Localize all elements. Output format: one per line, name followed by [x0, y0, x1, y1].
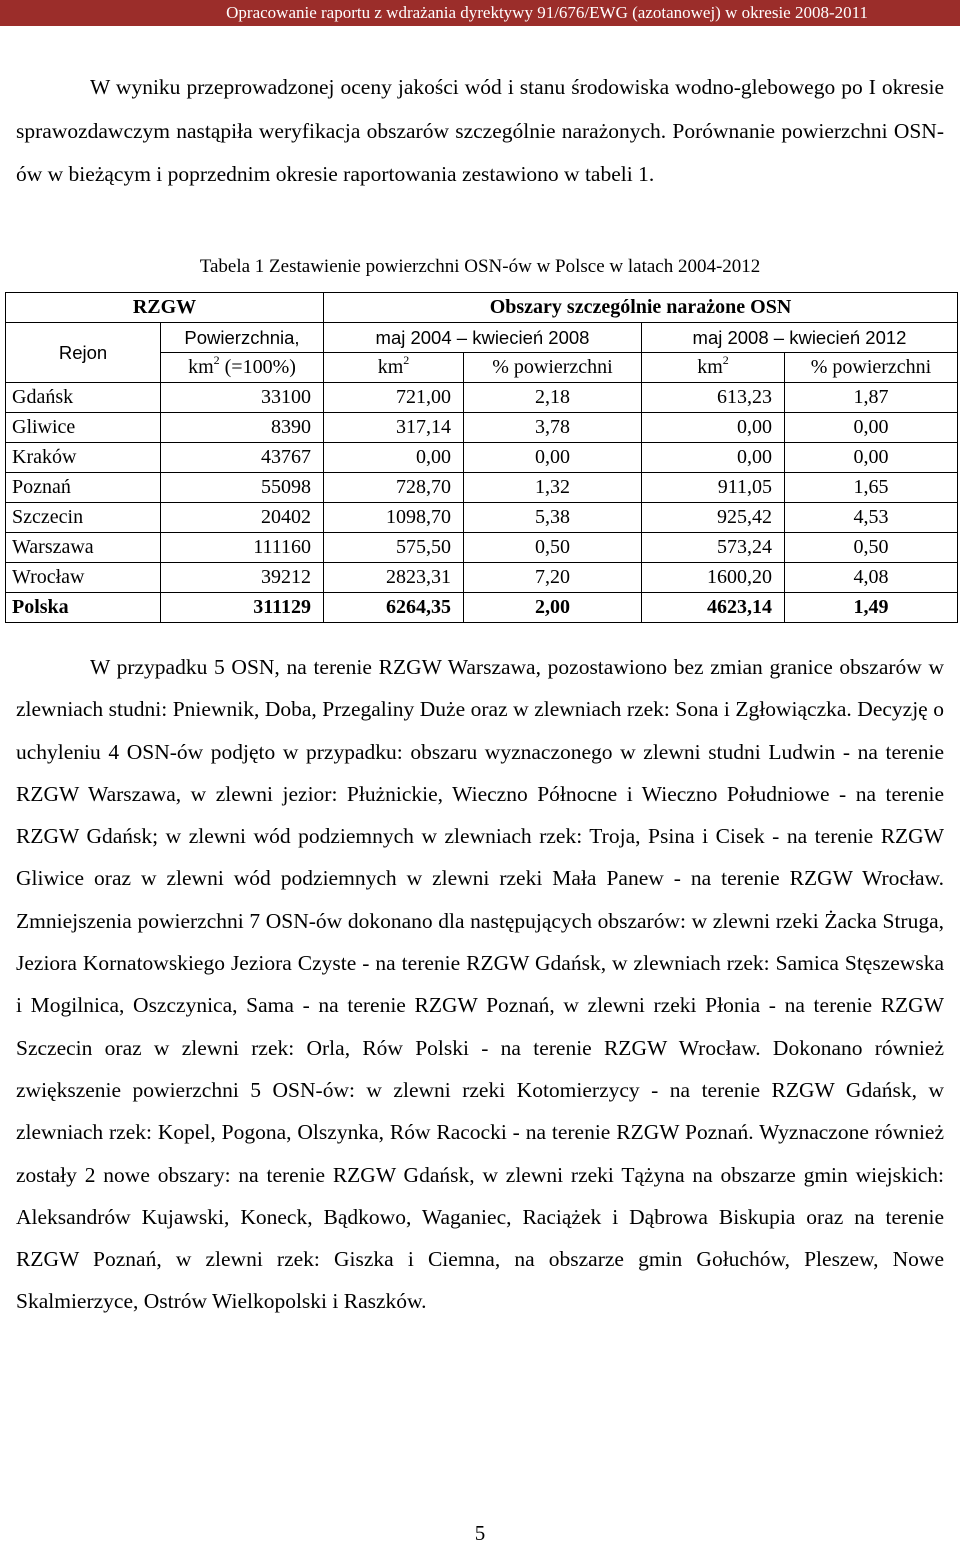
cell-pct1: 2,18	[464, 383, 642, 413]
body-text: W przypadku 5 OSN, na terenie RZGW Warszawa, pozostawiono bez zmian granice obszarów w zlewniach studni: Pniewnik, Doba, Przegaliny Duże oraz w zlewniach rzek: Sona i Zgłowiączka. Decyzję o uchyleniu 4 OSN-ów podjęto w przypadku: obszaru wyznaczonego w zlewni studni Ludwin - na terenie RZGW Warszawa, w zlewni jezior: Płużnickie, Wieczno Północne i Wieczno Południowe - na terenie RZGW Gdańsk; w zlewni wód podziemnych w zlewniach rzek: Troja, Psina i Cisek - na terenie RZGW Gliwice oraz w zlewni wód podziemnych w zlewni rzeki Mała Panew - na terenie RZGW Wrocław. Zmniejszenia powierzchni 7 OSN-ów dokonano dla następujących obszarów: w zlewni rzeki Żacka Struga, Jeziora Kornatowskiego Jeziora Czyste - na terenie RZGW Gdańsk, w zlewniach rzek: Samica Stęszewska i Mogilnica, Oszczynica, Sama - na terenie RZGW Poznań, w zlewni rzeki Płonia - na terenie RZGW Szczecin oraz w zlewni rzek: Orla, Rów Polski - na terenie RZGW Wrocław. Dokonano również zwiększenie powierzchni 5 OSN-ów: w zlewni rzeki Kotomierzycy - na terenie RZGW Gdańsk, w zlewniach rzek: Kopel, Pogona, Olszynka, Rów Racocki - na terenie RZGW Poznań. Wyznaczone również zostały 2 nowe obszary: na terenie RZGW Gdańsk, w zlewni rzeki Tążyna na obszarze gmin wiejskich: Aleksandrów Kujawski, Koneck, Bądkowo, Waganiec, Raciążek i Dąbrowa Biskupia oraz na terenie RZGW Poznań, w zlewni rzek: Giszka i Ciemna, na obszarze gmin Gołuchów, Pleszew, Nowe Skalmierzyce, Ostrów Wielkopolski i Raszków.	[16, 655, 944, 1314]
cell-km1: 721,00	[324, 383, 464, 413]
table-row	[6, 443, 958, 473]
cell-km1: 575,50	[324, 533, 464, 563]
cell-pct1: 0,00	[464, 443, 642, 473]
cell-region: Szczecin	[6, 503, 161, 533]
header-area-line1: Powierzchnia,	[161, 323, 324, 353]
cell-region: Poznań	[6, 473, 161, 503]
cell-region: Gliwice	[6, 413, 161, 443]
table-body	[6, 383, 958, 623]
cell-pct1: 1,32	[464, 473, 642, 503]
cell-km2: 573,24	[642, 533, 785, 563]
cell-pct1: 2,00	[464, 593, 642, 623]
osn-table	[5, 292, 958, 623]
page-header	[0, 0, 960, 26]
cell-km2: 613,23	[642, 383, 785, 413]
cell-pct2: 1,87	[785, 383, 958, 413]
header-km-2: $km^2$	[642, 353, 785, 383]
cell-pct2: 0,50	[785, 533, 958, 563]
header-km-1: $km^2$	[324, 353, 464, 383]
header-pct-2: % powierzchni	[785, 353, 958, 383]
cell-km1: 0,00	[324, 443, 464, 473]
cell-km2: 925,42	[642, 503, 785, 533]
header-rejon: Rejon	[6, 323, 161, 383]
header-area-unit: $km^2$ (=100%)	[161, 353, 324, 383]
cell-area: 33100	[161, 383, 324, 413]
cell-pct2: 4,08	[785, 563, 958, 593]
cell-area: 111160	[161, 533, 324, 563]
cell-area: 43767	[161, 443, 324, 473]
header-period2: maj 2008 – kwiecień 2012	[642, 323, 958, 353]
intro-paragraph	[16, 66, 944, 197]
cell-km2: 0,00	[642, 443, 785, 473]
cell-area: 55098	[161, 473, 324, 503]
table-row	[6, 533, 958, 563]
cell-pct1: 7,20	[464, 563, 642, 593]
cell-area: 8390	[161, 413, 324, 443]
table-header-row-2	[6, 323, 958, 353]
header-period1: maj 2004 – kwiecień 2008	[324, 323, 642, 353]
cell-pct2: 1,65	[785, 473, 958, 503]
header-pct-1: % powierzchni	[464, 353, 642, 383]
cell-km1: 728,70	[324, 473, 464, 503]
cell-region: Polska	[6, 593, 161, 623]
cell-km2: 1600,20	[642, 563, 785, 593]
header-title: Opracowanie raportu z wdrażania dyrektywy 91/676/EWG (azotanowej) w okresie 2008-2011	[226, 3, 868, 22]
cell-pct2: 4,53	[785, 503, 958, 533]
table-row	[6, 563, 958, 593]
cell-km2: 0,00	[642, 413, 785, 443]
table-row	[6, 413, 958, 443]
cell-pct1: 5,38	[464, 503, 642, 533]
cell-pct2: 1,49	[785, 593, 958, 623]
cell-pct2: 0,00	[785, 413, 958, 443]
body-paragraph	[16, 646, 944, 1323]
cell-pct1: 0,50	[464, 533, 642, 563]
table-caption: Tabela 1 Zestawienie powierzchni OSN-ów w Polsce w latach 2004-2012	[199, 256, 761, 277]
cell-region: Wrocław	[6, 563, 161, 593]
table-header-row-1	[6, 293, 958, 323]
cell-km2: 911,05	[642, 473, 785, 503]
cell-region: Gdańsk	[6, 383, 161, 413]
cell-km1: 317,14	[324, 413, 464, 443]
cell-km2: 4623,14	[642, 593, 785, 623]
cell-region: Warszawa	[6, 533, 161, 563]
cell-pct1: 3,78	[464, 413, 642, 443]
cell-pct2: 0,00	[785, 443, 958, 473]
intro-text: W wyniku przeprowadzonej oceny jakości wód i stanu środowiska wodno-glebowego po I okresie sprawozdawczym nastąpiła weryfikacja obszarów szczególnie narażonych. Porównanie powierzchni OSN-ów w bieżącym i poprzednim okresie raportowania zestawiono w tabeli 1.	[16, 75, 944, 186]
table-total-row	[6, 593, 958, 623]
cell-area: 39212	[161, 563, 324, 593]
table-row	[6, 503, 958, 533]
header-osn: Obszary szczególnie narażone OSN	[324, 293, 958, 323]
header-rzgw: RZGW	[6, 293, 324, 323]
table-row	[6, 473, 958, 503]
cell-area: 20402	[161, 503, 324, 533]
table-row	[6, 383, 958, 413]
cell-region: Kraków	[6, 443, 161, 473]
cell-km1: 6264,35	[324, 593, 464, 623]
cell-km1: 2823,31	[324, 563, 464, 593]
cell-km1: 1098,70	[324, 503, 464, 533]
cell-area: 311129	[161, 593, 324, 623]
page-number: 5	[474, 1521, 486, 1545]
